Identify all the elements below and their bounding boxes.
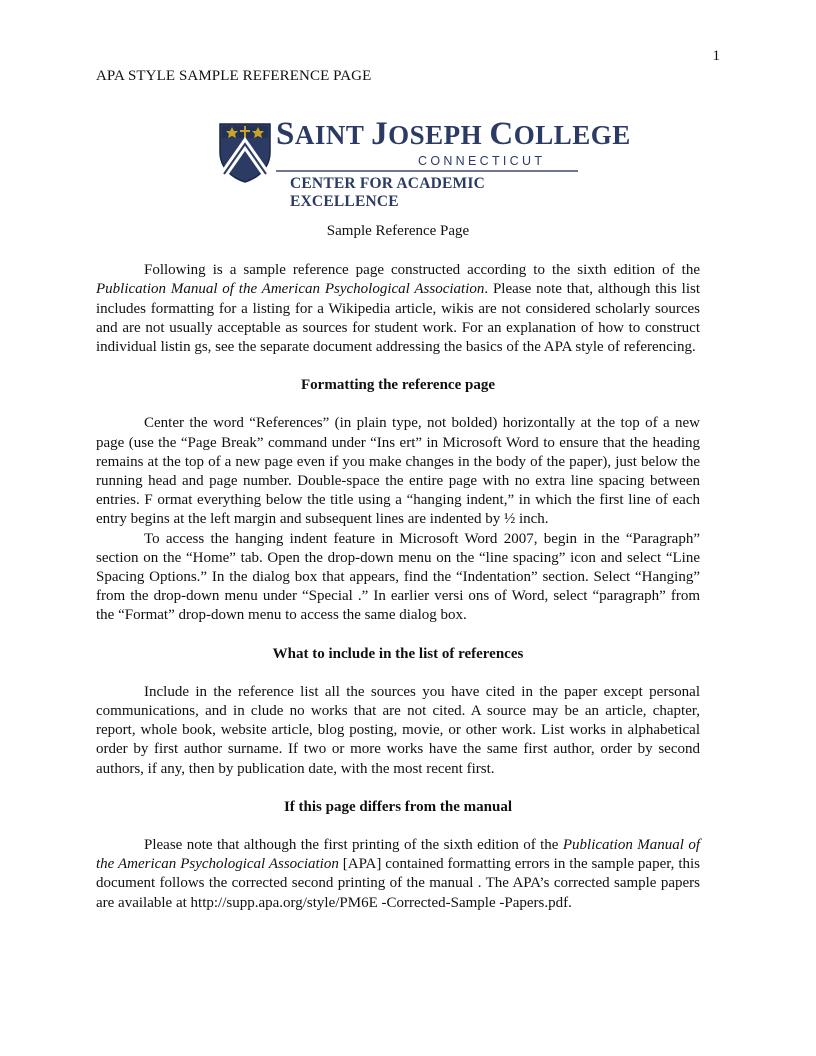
include-paragraph: Include in the reference list all the sources you have cited in the paper except personal communications, and in clude no works that are not cited. A source may be an article, chapter, report, whole book, website article, blog posting, movie, or other work. List works in alphabetical order by first author surname. If two or more works have the same first author, order by second authors, if any, then by publication date, with the most recent first. <box>96 683 700 777</box>
intro-paragraph: Following is a sample reference page constructed according to the sixth edition of the Publication Manual of the American Psychological Association. Please note that, although this list includes formatting for a listing for a Wikipedia article, wikis are not considered scholarly sources and are not usually acceptable as sources for student work. For an explanation of how to construct individual listin gs, see the separate document addressing the basics of the APA style of referencing. <box>96 262 700 356</box>
intro-italic-title: Publication Manual of the American Psychological Association <box>96 281 485 298</box>
document-title: Sample Reference Page <box>326 223 470 239</box>
logo-divider <box>276 170 578 172</box>
formatting-paragraph-1: Center the word “References” (in plain type, not bolded) horizontally at the top of a new page (use the “Page Break” command under “Ins ert” in Microsoft Word to ensure that the heading remains at the top of a new page even if you make changes in the body of the paper), just below the running head and page number. Double-space the entire page with no extra line spacing between entries. F ormat everything below the title using a “hanging indent,” in which the first line of each entry begins at the left margin and subsequent lines are indented by ½ inch. <box>96 415 700 528</box>
section-heading-differs: If this page differs from the manual <box>283 798 513 815</box>
college-name: SAINT JOSEPH COLLEGE <box>276 116 631 152</box>
center-name: CENTER FOR ACADEMIC EXCELLENCE <box>290 175 485 210</box>
running-head: APA STYLE SAMPLE REFERENCE PAGE <box>96 68 372 84</box>
section-heading-formatting: Formatting the reference page <box>301 377 495 394</box>
section-heading-what-to-include: What to include in the list of references <box>272 645 524 662</box>
college-logo <box>218 116 631 210</box>
shield-crest-icon <box>218 122 272 184</box>
closing-paragraph: Please note that although the first printing of the sixth edition of the Publication Manual of the American Psychological Association [APA] contained formatting errors in the sample paper, this document follows the corrected second printing of the manual . The APA’s corrected sample papers are available at http://supp.apa.org/style/PM6E -Corrected-Sample -Papers.pdf. <box>96 837 700 911</box>
college-state: CONNECTICUT <box>418 154 546 168</box>
page-number: 1 <box>712 48 720 64</box>
apa-sample-papers-link[interactable]: http://supp.apa.org/style/PM6E -Corrected-Sample -Papers.pdf <box>190 894 569 911</box>
closing-italic-title: Publication Manual of the American Psychological Association <box>96 837 700 873</box>
formatting-paragraph-2: To access the hanging indent feature in Microsoft Word 2007, begin in the “Paragraph” section on the “Home” tab. Open the drop-down menu on the “line spacing” icon and select “Line Spacing Options.” In the dialog box that appears, find the “Indentation” section. Select “Hanging” from the drop-down menu under “Special .” In earlier versi ons of Word, select “paragraph” from the “Format” drop-down menu to access the same dialog box. <box>96 530 700 624</box>
document-body <box>96 222 700 913</box>
